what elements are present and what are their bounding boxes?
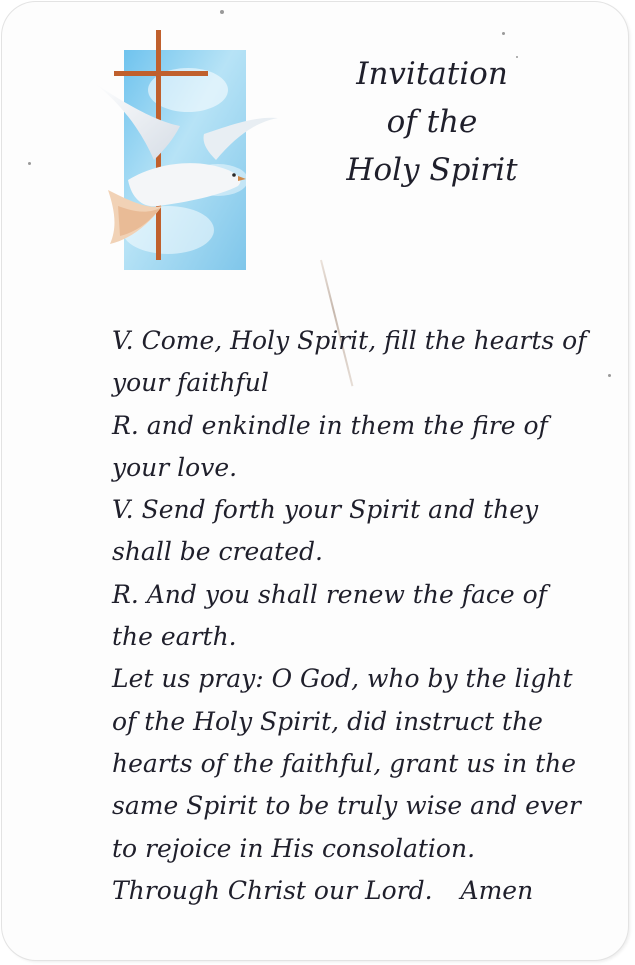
closing-line xyxy=(112,870,602,912)
title-line: Invitation xyxy=(356,56,508,92)
prayer-line: your faithful xyxy=(112,368,269,398)
prayer-line: shall be created. xyxy=(112,537,323,567)
prayer-line: V. Come, Holy Spirit, fill the hearts of xyxy=(112,326,587,355)
prayer-line: the earth. xyxy=(112,622,237,652)
prayer-line: same Spirit to be truly wise and ever xyxy=(112,791,581,821)
sky-panel xyxy=(122,50,248,270)
title-line: of the xyxy=(386,104,478,140)
prayer-line: hearts of the faithful, grant us in the xyxy=(112,748,577,778)
prayer-line: Let us pray: O God, who by the light xyxy=(112,664,573,694)
prayer-text xyxy=(112,320,602,912)
holy-spirit-illustration xyxy=(88,30,280,272)
prayer-line: your love. xyxy=(112,452,238,482)
prayer-line: V. Send forth your Spirit and they xyxy=(112,495,539,525)
title-line: Holy Spirit xyxy=(346,152,518,188)
prayer-card xyxy=(2,2,628,960)
closing-text: Through Christ our Lord. xyxy=(112,875,433,905)
prayer-line: of the Holy Spirit, did instruct the xyxy=(112,706,543,736)
card-title xyxy=(322,50,542,194)
prayer-line: R. and enkindle in them the fire of xyxy=(112,410,548,440)
prayer-line: R. And you shall renew the face of xyxy=(112,579,547,609)
prayer-line: to rejoice in His consolation. xyxy=(112,833,476,863)
amen-text: Amen xyxy=(460,875,534,905)
